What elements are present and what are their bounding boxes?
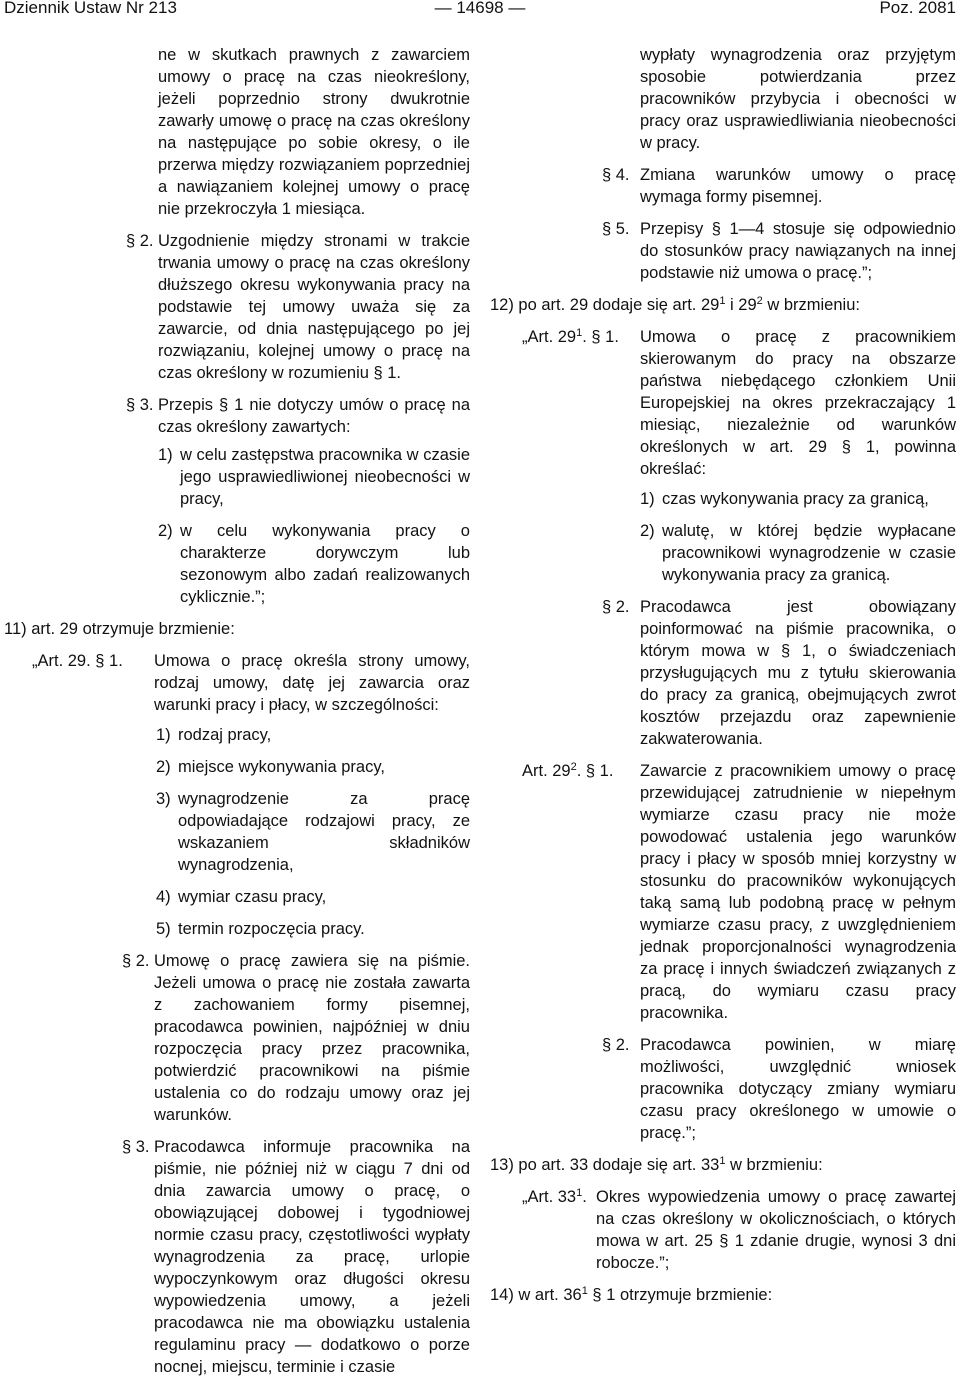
list-item xyxy=(4,520,470,608)
article-mark: Art. $29^2$. § 1. xyxy=(522,761,614,780)
paragraph-text: Umowę o pracę zawiera się na piśmie. Jeżeli umowa o pracę nie została zawarta z zachowaniem formy pisemnej, pracodawca powinien, najpóźniej w dniu rozpoczęcia pracy przez pracownika, potwierdzić pracownikowi na piśmie ustalenia co do rodzaju umowy oraz jej warunków. xyxy=(154,952,470,1124)
section-mark: § 5. xyxy=(602,220,630,238)
item-number: 3) xyxy=(156,790,171,808)
paragraph-text: Umowa o pracę z pracownikiem skierowanym do pracy na obszarze państwa niebędącego członkiem Unii Europejskiej na okres przekraczający 1 miesiąc, niezależnie od warunków określonych w art. 29 § 1, powinna określać: xyxy=(640,328,956,478)
article-29-2-par-2 xyxy=(490,1034,956,1144)
paragraph-text: Przepisy § 1—4 stosuje się odpowiednio do stosunków pracy nawiązanych na innej podstawie niż umowa o pracę.”; xyxy=(640,220,956,282)
left-column xyxy=(4,44,470,1378)
page-number: — 14698 — xyxy=(434,0,526,17)
section-mark: § 4. xyxy=(602,166,630,184)
amendment-12: 12) po art. 29 dodaje się art. $29^1$ i $29^2$ w brzmieniu: xyxy=(490,295,860,314)
paragraph-4 xyxy=(490,164,956,208)
article-29-1-par-2 xyxy=(490,596,956,750)
item-number: 2) xyxy=(640,522,655,540)
article-mark: „Art. 29. § 1. xyxy=(32,652,123,670)
right-column xyxy=(490,44,956,1306)
list-item xyxy=(4,444,470,510)
article-mark: „Art. $33^1$. xyxy=(522,1187,587,1206)
paragraph-text: Pracodawca powinien, w miarę możliwości, uwzględnić wniosek pracownika dotyczący zmiany wymiaru czasu pracy określonego w umowie o pracę.”; xyxy=(640,1036,956,1142)
item-text: w celu wykonywania pracy o charakterze dorywczym lub sezonowym albo zadań realizowanych cyklicznie.”; xyxy=(180,522,470,606)
paragraph-text: Zawarcie z pracownikiem umowy o pracę przewidującej zatrudnienie w niepełnym wymiarze czasu pracy nie może powodować ustalenia jego warunków pracy i płacy w sposób mniej korzystny w stosunku do pracowników wykonujących taką samą lub podobną pracę w pełnym wymiarze czasu pracy, z uwzględnieniem jednak proporcjonalności wynagrodzenia za pracę i innych świadczeń związanych z pracą, do wymiaru czasu pracy pracownika. xyxy=(640,762,956,1022)
paragraph-text: Pracodawca jest obowiązany poinformować na piśmie pracownika, o którym mowa w § 1, o świadczeniach przysługujących mu z tytułu skierowania do pracy za granicą, obejmujących zwrot kosztów przejazdu oraz zapewnienie zakwaterowania. xyxy=(640,598,956,748)
list-item xyxy=(4,788,470,876)
section-mark: § 2. xyxy=(602,1036,630,1054)
paragraph-2 xyxy=(4,230,470,384)
amendment-13: 13) po art. 33 dodaje się art. $33^1$ w brzmieniu: xyxy=(490,1155,823,1174)
item-text: walutę, w której będzie wypłacane pracownikowi wynagrodzenie w czasie wykonywania pracy za granicą. xyxy=(662,522,956,584)
paragraph-text: Uzgodnienie między stronami w trakcie trwania umowy o pracę na czas określony dłuższego okresu wykonywania pracy na podstawie tej umowy uważa się za zawarcie, od dnia następującego po jej rozwiązaniu, kolejnej umowy o pracę na czas określony w rozumieniu § 1. xyxy=(158,232,470,382)
list-item xyxy=(490,520,956,586)
item-number: 1) xyxy=(640,490,655,508)
item-number: 1) xyxy=(158,446,173,464)
list-item xyxy=(490,488,956,510)
item-text: w celu zastępstwa pracownika w czasie jego usprawiedliwionej nieobecności w pracy, xyxy=(180,446,470,508)
list-item xyxy=(4,724,470,746)
amendment-14: 14) w art. $36^1$ § 1 otrzymuje brzmienie: xyxy=(490,1285,773,1304)
list-item xyxy=(4,756,470,778)
list-item xyxy=(4,918,470,940)
amendment-11: 11) art. 29 otrzymuje brzmienie: xyxy=(4,620,235,638)
article-29-1-par-1 xyxy=(490,326,956,480)
item-text: wynagrodzenie za pracę odpowiadające rodzajowi pracy, ze wskazaniem składników wynagrodzenia, xyxy=(178,790,470,874)
section-mark: § 3. xyxy=(122,1138,150,1156)
paragraph-text: Przepis § 1 nie dotyczy umów o pracę na czas określony zawartych: xyxy=(158,396,470,436)
section-mark: § 2. xyxy=(122,952,150,970)
section-mark: § 2. xyxy=(126,232,154,250)
paragraph-5 xyxy=(490,218,956,284)
item-text: termin rozpoczęcia pracy. xyxy=(178,920,365,938)
item-text: wymiar czasu pracy, xyxy=(178,888,327,906)
article-29-par-1 xyxy=(4,650,470,716)
section-mark: § 2. xyxy=(602,598,630,616)
article-29-par-3 xyxy=(4,1136,470,1378)
paragraph-text: Pracodawca informuje pracownika na piśmie, nie później niż w ciągu 7 dni od dnia zawarcia umowy o pracę, o obowiązującej dobowej i tygodniowej normie czasu pracy, częstotliwości wypłaty wynagrodzenia za pracę, urlopie wypoczynkowym oraz długości okresu wypowiedzenia umowy, a jeżeli pracodawca nie ma obowiązku ustalenia regulaminu pracy — dodatkowo o porze nocnej, miejscu, terminie i czasie xyxy=(154,1138,470,1376)
item-number: 5) xyxy=(156,920,171,938)
article-29-2-par-1 xyxy=(490,760,956,1024)
list-item xyxy=(4,886,470,908)
article-33-1 xyxy=(490,1186,956,1274)
item-number: 4) xyxy=(156,888,171,906)
continuation-paragraph: ne w skutkach prawnych z zawarciem umowy o pracę na czas nieokreślony, jeżeli poprzednio strony dwukrotnie zawarły umowę o pracę na czas określony na następujące po sobie okresy, o ile przerwa między rozwiązaniem poprzedniej a nawiązaniem kolejnej umowy o pracę nie przekroczyła 1 miesiąca. xyxy=(158,46,470,218)
article-mark: „Art. $29^1$. § 1. xyxy=(522,327,619,346)
position-number: Poz. 2081 xyxy=(879,0,956,17)
item-text: czas wykonywania pracy za granicą, xyxy=(662,490,929,508)
paragraph-text: Zmiana warunków umowy o pracę wymaga formy pisemnej. xyxy=(640,166,956,206)
article-29-par-2 xyxy=(4,950,470,1126)
paragraph-3 xyxy=(4,394,470,438)
item-text: miejsce wykonywania pracy, xyxy=(178,758,385,776)
continuation-paragraph: wypłaty wynagrodzenia oraz przyjętym sposobie potwierdzania przez pracowników przybycia i obecności w pracy oraz usprawiedliwiania nieobecności w pracy. xyxy=(640,46,956,152)
page-header xyxy=(0,0,960,20)
item-number: 1) xyxy=(156,726,171,744)
paragraph-text: Umowa o pracę określa strony umowy, rodzaj umowy, datę jej zawarcia oraz warunki pracy i płacy, w szczególności: xyxy=(154,652,470,714)
item-text: rodzaj pracy, xyxy=(178,726,272,744)
paragraph-text: Okres wypowiedzenia umowy o pracę zawartej na czas określony w okolicznościach, o których mowa w art. 25 § 1 zdanie drugie, wynosi 3 dni robocze.”; xyxy=(596,1188,956,1272)
section-mark: § 3. xyxy=(126,396,154,414)
journal-title: Dziennik Ustaw Nr 213 xyxy=(4,0,177,17)
item-number: 2) xyxy=(158,522,173,540)
item-number: 2) xyxy=(156,758,171,776)
